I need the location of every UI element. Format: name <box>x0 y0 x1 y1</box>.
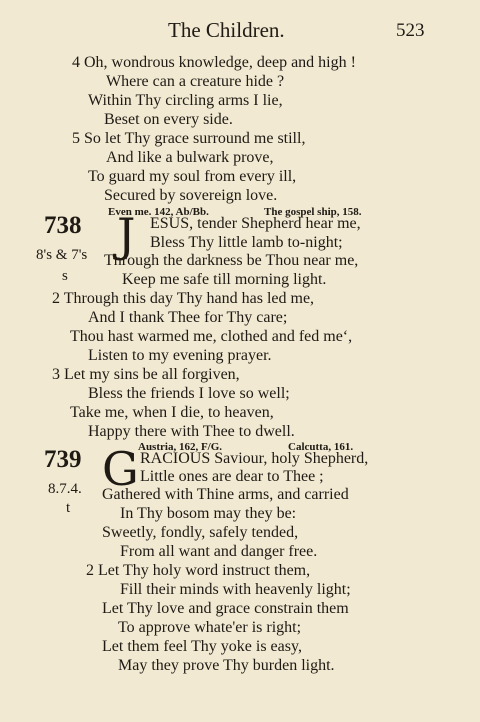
verse-line: Listen to my evening prayer. <box>88 347 272 364</box>
verse-line: Let Thy love and grace constrain them <box>102 600 349 617</box>
hymn-meter: 8.7.4. <box>48 481 82 497</box>
verse-line: Happy there with Thee to dwell. <box>88 423 295 440</box>
verse-line: Secured by sovereign love. <box>104 187 278 204</box>
page-number: 523 <box>396 20 425 41</box>
verse-line: Bless Thy little lamb to-night; <box>150 234 343 251</box>
verse-line: To approve whate'er is right; <box>118 619 302 636</box>
verse-line: Beset on every side. <box>104 111 233 128</box>
verse-line: Little ones are dear to Thee ; <box>140 468 324 485</box>
verse-line: In Thy bosom may they be: <box>120 505 297 522</box>
verse-line: Within Thy circling arms I lie, <box>88 92 283 109</box>
verse-line: RACIOUS Saviour, holy Shepherd, <box>140 450 369 467</box>
verse-line: May they prove Thy burden light. <box>118 657 335 674</box>
verse-line: ESUS, tender Shepherd hear me, <box>150 215 361 232</box>
hymn-number: 738 <box>44 212 82 239</box>
verse-line: From all want and danger free. <box>120 543 318 560</box>
tune-reference: Even me. 142, Ab/Bb. <box>108 206 209 218</box>
verse-line: Through the darkness be Thou near me, <box>104 252 359 269</box>
verse-line: Take me, when I die, to heaven, <box>70 404 274 421</box>
tune-reference: Calcutta, 161. <box>288 441 354 453</box>
verse-line: And I thank Thee for Thy care; <box>88 309 288 326</box>
meter-mark: s <box>62 268 68 284</box>
verse-line: Thou hast warmed me, clothed and fed meʻ, <box>70 328 353 345</box>
verse-line: 2 Let Thy holy word instruct them, <box>86 562 311 579</box>
verse-line: Where can a creature hide ? <box>106 73 285 90</box>
verse-line: 2 Through this day Thy hand has led me, <box>52 290 315 307</box>
verse-line: 5 So let Thy grace surround me still, <box>72 130 306 147</box>
meter-mark: t <box>66 500 71 516</box>
verse-line: Fill their minds with heavenly light; <box>120 581 351 598</box>
tune-reference: Austria, 162, F/G. <box>138 441 223 453</box>
verse-line: Gathered with Thine arms, and carried <box>102 486 349 503</box>
drop-cap: J <box>117 208 136 262</box>
verse-line: Sweetly, fondly, safely tended, <box>102 524 299 541</box>
verse-line: 4 Oh, wondrous knowledge, deep and high ! <box>72 54 356 71</box>
verse-line: Keep me safe till morning light. <box>122 271 327 288</box>
verse-line: To guard my soul from every ill, <box>88 168 297 185</box>
verse-line: Let them feel Thy yoke is easy, <box>102 638 302 655</box>
page-header <box>0 18 480 46</box>
tune-reference: The gospel ship, 158. <box>264 206 362 218</box>
hymn-meter: 8's & 7's <box>36 247 88 263</box>
drop-cap: G <box>102 442 139 496</box>
verse-line: And like a bulwark prove, <box>106 149 274 166</box>
verse-line: 3 Let my sins be all forgiven, <box>52 366 240 383</box>
verse-line: Bless the friends I love so well; <box>88 385 290 402</box>
hymn-number: 739 <box>44 446 82 473</box>
page-title: The Children. <box>168 18 285 42</box>
